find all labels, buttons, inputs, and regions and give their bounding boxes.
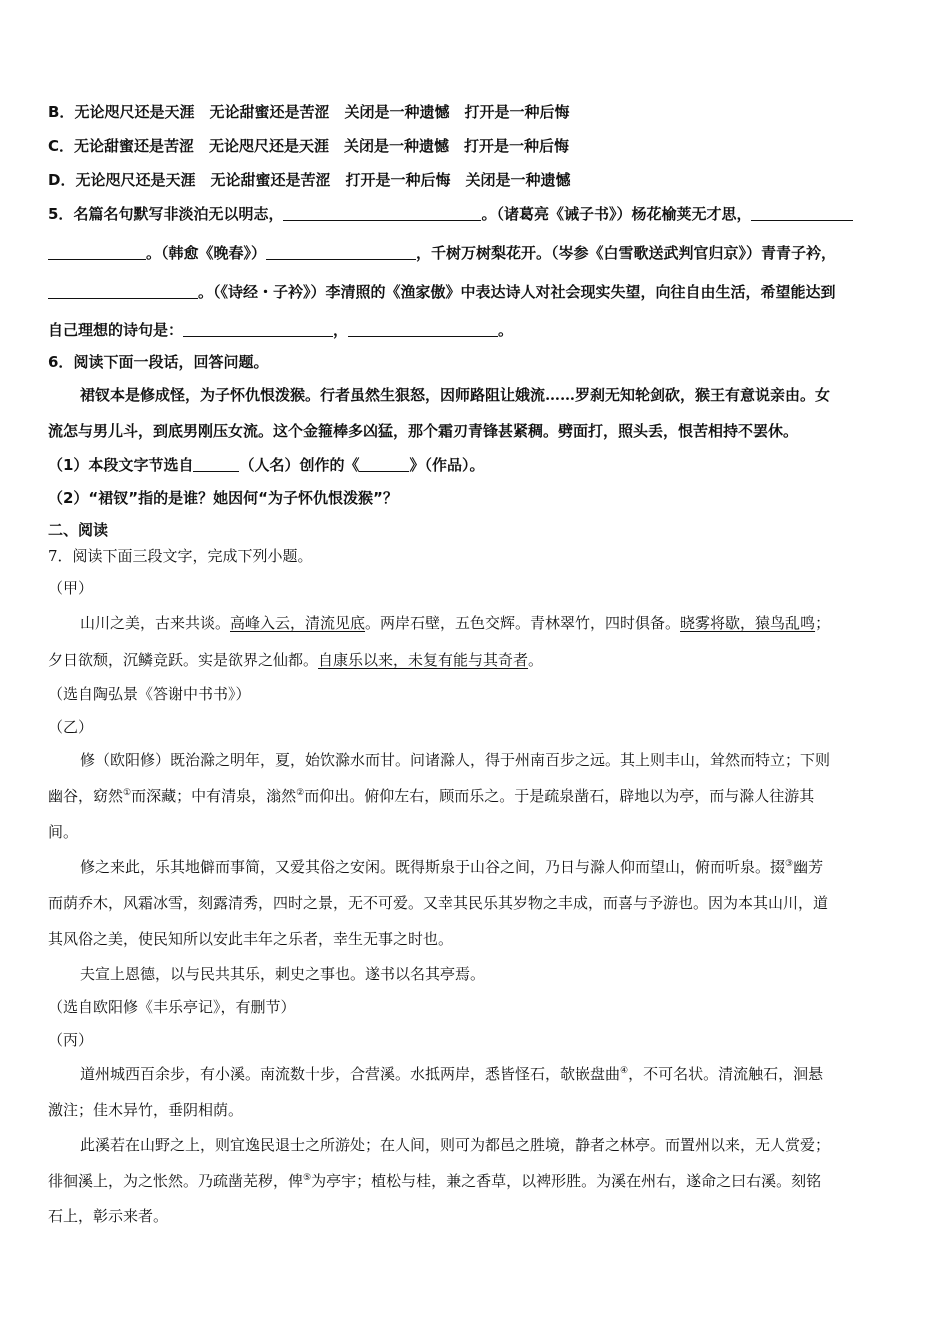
q6-blank-work[interactable] [359, 457, 409, 472]
q5-text-f: 自己理想的诗句是： [48, 321, 184, 339]
q5-text-a: 名篇名句默写非淡泊无以明志， [73, 205, 284, 223]
bing-text-4b: 为亭宇；植松与桂，兼之香草，以裨形胜。为溪在州右，遂命之曰右溪。刻铭 [311, 1172, 822, 1190]
q5-text-h: 。 [498, 321, 514, 339]
q5-blank-6[interactable] [348, 322, 498, 337]
bing-text-4a: 徘徊溪上，为之怅然。乃疏凿芜秽，俾 [48, 1172, 304, 1190]
option-b[interactable] [48, 102, 569, 122]
bing-line-3: 此溪若在山野之上，则宜逸民退士之所游处；在人间，则可为都邑之胜境，静者之林亭。而置州以来，无人赏爱； [80, 1136, 831, 1154]
q6-number: 6． [48, 353, 74, 371]
footnote-5: ⑤ [303, 1173, 312, 1183]
footnote-4: ④ [620, 1066, 629, 1076]
option-c-letter: C． [48, 137, 75, 155]
jia-underline-2: 晓雾将歇，猿鸟乱鸣 [680, 614, 816, 632]
q6-sub-1 [48, 455, 484, 475]
q5-blank-4[interactable] [48, 284, 198, 299]
yi-text-2c: 而仰出。俯仰左右，顾而乐之。于是疏泉凿石，辟地以为亭，而与滁人往游其 [304, 787, 815, 805]
q5-line-1 [48, 204, 853, 224]
bing-line-5: 石上，彰示来者。 [48, 1207, 169, 1225]
jia-source: （选自陶弘景《答谢中书书》） [48, 685, 251, 703]
footnote-1: ① [123, 788, 132, 798]
q6-sub-1-b: （人名）创作的《 [239, 456, 360, 474]
q6-title [48, 352, 268, 372]
yi-text-4b: 幽芳 [793, 858, 824, 876]
option-d-text: 无论咫尺还是天涯 无论甜蜜还是苦涩 打开是一种后悔 关闭是一种遗憾 [75, 171, 571, 189]
option-b-letter: B． [48, 103, 75, 121]
footnote-3: ③ [785, 859, 794, 869]
bing-text-1a: 道州城西百余步，有小溪。南流数十步，合营溪。水抵两岸，悉皆怪石，欹嵌盘曲 [80, 1065, 621, 1083]
q5-number: 5． [48, 205, 74, 223]
option-c[interactable] [48, 136, 569, 156]
yi-label: （乙） [48, 718, 94, 736]
yi-line-5: 而荫乔木，风霜冰雪，刻露清秀，四时之景，无不可爱。又幸其民乐其岁物之丰成，而喜与予游也。因为本其山川，道 [48, 894, 829, 912]
jia-text-1c: ； [815, 614, 831, 632]
q5-line-2 [48, 243, 836, 263]
q5-text-g: ， [333, 321, 349, 339]
bing-text-1b: ，不可名状。清流触石，洄悬 [628, 1065, 824, 1083]
option-d-letter: D． [48, 171, 76, 189]
q5-text-b: 。（诸葛亮《诫子书》）杨花榆荚无才思， [481, 205, 752, 223]
yi-line-7: 夫宣上恩德，以与民共其乐，刺史之事也。遂书以名其亭焉。 [80, 965, 486, 983]
yi-line-4 [80, 857, 823, 877]
q5-line-3 [48, 282, 836, 302]
q7-title: 7．阅读下面三段文字，完成下列小题。 [48, 547, 313, 565]
jia-text-1b: 。两岸石壁，五色交辉。青林翠竹，四时俱备。 [365, 614, 681, 632]
yi-line-3: 间。 [48, 823, 79, 841]
yi-text-4a: 修之来此，乐其地僻而事简，又爱其俗之安闲。既得斯泉于山谷之间，乃日与滁人仰而望山，俯而听泉。掇 [80, 858, 786, 876]
yi-text-2a: 幽谷，窈然 [48, 787, 124, 805]
option-c-text: 无论甜蜜还是苦涩 无论咫尺还是天涯 关闭是一种遗憾 打开是一种后悔 [74, 137, 570, 155]
yi-source: （选自欧阳修《丰乐亭记》，有删节） [48, 998, 296, 1016]
yi-line-6: 其风俗之美，使民知所以安此丰年之乐者，幸生无事之时也。 [48, 930, 454, 948]
jia-text-1a: 山川之美，古来共谈。 [80, 614, 231, 632]
bing-line-2: 激注；佳木异竹，垂阴相荫。 [48, 1101, 244, 1119]
yi-text-2b: 而深藏；中有清泉，滃然 [131, 787, 297, 805]
q6-sub-1-a: （1）本段文字节选自 [48, 456, 194, 474]
jia-text-2b: 。 [528, 651, 544, 669]
q6-sub-2: （2）“裙钗”指的是谁？她因何“为子怀仇恨泼猴”？ [48, 489, 398, 507]
option-d[interactable] [48, 170, 570, 190]
q5-text-c: 。（韩愈《晚春》） [146, 244, 267, 262]
q5-blank-3[interactable] [266, 245, 416, 260]
q5-line-4 [48, 320, 513, 340]
jia-underline-1: 高峰入云，清流见底 [230, 614, 366, 632]
q6-blank-author[interactable] [193, 457, 239, 472]
jia-line-1 [80, 613, 830, 633]
jia-line-2 [48, 650, 543, 670]
jia-label: （甲） [48, 579, 94, 597]
yi-line-1: 修（欧阳修）既治滁之明年，夏，始饮滁水而甘。问诸滁人，得于州南百步之远。其上则丰山，耸然而特立；下则 [80, 751, 831, 769]
bing-label: （丙） [48, 1031, 94, 1049]
bing-line-4 [48, 1171, 821, 1191]
section-heading: 二、阅读 [48, 521, 109, 539]
q5-blank-5[interactable] [183, 322, 333, 337]
q6-passage-line-1: 裙钗本是修成怪，为子怀仇恨泼猴。行者虽然生狠怒，因师路阻让娥流……罗刹无知轮剑砍，猴王有意说亲由。女 [80, 386, 831, 404]
q6-sub-1-c: 》（作品）。 [409, 456, 485, 474]
bing-line-1 [80, 1064, 823, 1084]
q5-blank-2b[interactable] [48, 245, 146, 260]
q6-passage-line-2: 流怎与男儿斗，到底男刚压女流。这个金箍棒多凶猛，那个霜刃青锋甚紧稠。劈面打，照头丢，恨苦相持不罢休。 [48, 422, 799, 440]
q5-text-d: ，千树万树梨花开。（岑参《白雪歌送武判官归京》）青青子衿， [416, 244, 837, 262]
q5-text-e: 。（《诗经・子衿》）李清照的《渔家傲》中表达诗人对社会现实失望，向往自由生活，希望能达到 [198, 283, 836, 301]
q5-blank-1[interactable] [283, 206, 481, 221]
jia-text-2a: 夕日欲颓，沉鳞竞跃。实是欲界之仙都。 [48, 651, 319, 669]
jia-underline-3: 自康乐以来，未复有能与其奇者 [318, 651, 529, 669]
option-b-text: 无论咫尺还是天涯 无论甜蜜还是苦涩 关闭是一种遗憾 打开是一种后悔 [74, 103, 570, 121]
q6-title-text: 阅读下面一段话，回答问题。 [73, 353, 269, 371]
yi-line-2 [48, 786, 814, 806]
footnote-2: ② [296, 788, 305, 798]
q5-blank-2[interactable] [751, 206, 853, 221]
